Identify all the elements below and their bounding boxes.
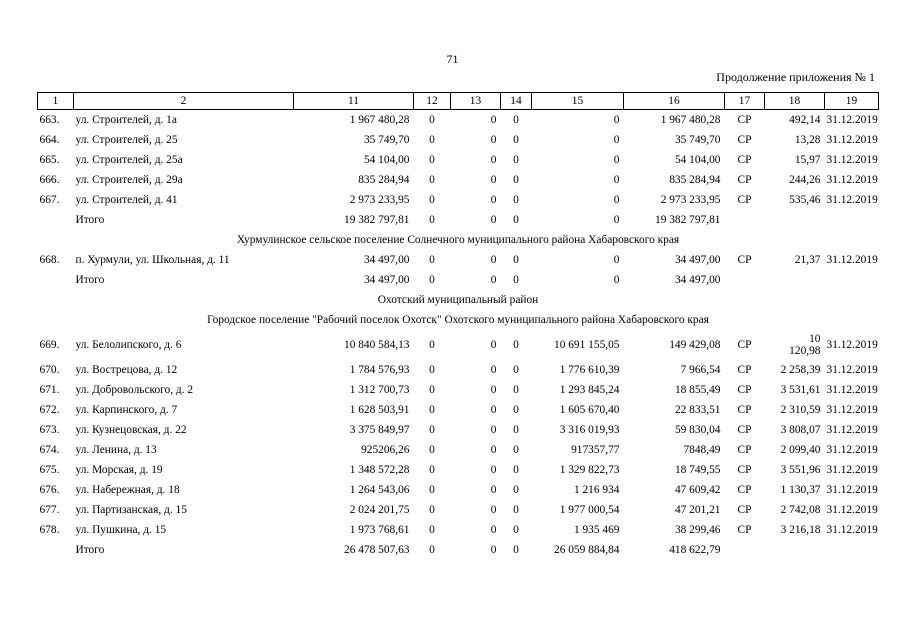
col-14-value: 0 [513,254,519,266]
address: ул. Набережная, д. 18 [75,484,180,496]
col-12-value: 0 [429,134,435,146]
col-header: 12 [414,93,451,110]
col-11-value: 10 840 584,13 [344,339,410,351]
row-number: 663. [39,114,60,126]
row-number: 678. [39,524,60,536]
col-16-value: 47 609,42 [674,484,721,496]
col-16-value: 835 284,94 [669,174,721,186]
col-13-value: 0 [490,214,497,226]
col-18-value [765,330,825,360]
col-19-value: 31.12.2019 [826,504,878,516]
address: ул. Белолипского, д. 6 [75,339,182,351]
col-15-value: 0 [613,114,620,126]
col-14-value: 0 [513,364,519,376]
col-16-value: 418 622,79 [669,544,721,556]
col-18-value-wrapped [789,333,820,357]
address: Итого [75,274,105,286]
col-17-value: СР [737,484,752,496]
col-14-value: 0 [513,194,519,206]
col-12-value: 0 [429,424,435,436]
table-row [38,540,879,560]
col-19-value: 31.12.2019 [826,364,878,376]
col-13-value: 0 [490,274,497,286]
col-12-value: 0 [429,274,435,286]
col-16-value: 35 749,70 [674,134,721,146]
col-15-value: 0 [613,154,620,166]
col-header: 19 [825,93,879,110]
address: ул. Строителей, д. 25а [75,154,183,166]
col-16-value: 54 104,00 [674,154,721,166]
col-11-value: 1 348 572,28 [349,464,410,476]
table-row [38,170,879,190]
address: ул. Морская, д. 19 [75,464,163,476]
col-18-value-line1: 10 [809,333,821,345]
col-16-value: 19 382 797,81 [655,214,721,226]
col-12-value: 0 [429,194,435,206]
row-number: 666. [39,174,60,186]
col-12-value: 0 [429,364,435,376]
col-12-value: 0 [429,154,435,166]
table-row [38,480,879,500]
row-number [38,540,74,560]
col-13-value: 0 [490,364,497,376]
table-row [38,270,879,290]
col-14-value: 0 [513,339,519,351]
col-11-value: 54 104,00 [363,154,410,166]
col-18-value: 1 130,37 [780,484,821,496]
col-17-value: СР [737,404,752,416]
col-12-value: 0 [429,464,435,476]
col-18-value: 21,37 [794,254,821,266]
col-14-value: 0 [513,154,519,166]
col-13-value: 0 [490,174,497,186]
table-row [38,380,879,400]
col-17-value: СР [737,504,752,516]
col-13-value: 0 [490,339,497,351]
col-19-value [825,540,879,560]
col-17-value: СР [737,174,752,186]
col-14-value: 0 [513,504,519,516]
col-18-value: 13,28 [794,134,821,146]
table-row [38,520,879,540]
col-header: 14 [501,93,532,110]
col-11-value: 925206,26 [361,444,410,456]
col-11-value: 1 264 543,06 [349,484,410,496]
col-15-value: 0 [613,194,620,206]
col-16-value: 149 429,08 [669,339,721,351]
col-header: 16 [624,93,725,110]
col-19-value: 31.12.2019 [826,404,878,416]
col-17-value [725,270,765,290]
col-14-value: 0 [513,464,519,476]
col-15-value: 10 691 155,05 [554,339,620,351]
col-11-value: 19 382 797,81 [344,214,410,226]
col-18-value: 15,97 [794,154,821,166]
col-header: 1 [38,93,74,110]
col-12-value: 0 [429,174,435,186]
row-number: 671. [39,384,60,396]
col-18-value: 492,14 [789,114,821,126]
col-12-value: 0 [429,524,435,536]
col-19-value: 31.12.2019 [826,339,878,351]
table-row [38,420,879,440]
address: ул. Строителей, д. 41 [75,194,178,206]
col-14-value: 0 [513,444,519,456]
col-15-value: 1 977 000,54 [559,504,620,516]
col-13-value: 0 [490,524,497,536]
col-17-value [725,210,765,230]
col-19-value: 31.12.2019 [826,464,878,476]
col-15-value: 0 [613,254,620,266]
col-14-value: 0 [513,134,519,146]
col-19-value: 31.12.2019 [826,484,878,496]
col-11-value: 1 628 503,91 [349,404,410,416]
section-title: Хурмулинское сельское поселение Солнечного муниципального района Хабаровского края [236,234,680,246]
col-14-value: 0 [513,274,519,286]
table-row [38,330,879,360]
col-14-value: 0 [513,174,519,186]
col-11-value: 2 973 233,95 [349,194,410,206]
col-15-value: 1 776 610,39 [559,364,620,376]
col-15-value: 0 [613,274,620,286]
col-15-value: 1 293 845,24 [559,384,620,396]
col-16-value: 7 966,54 [680,364,721,376]
section-title: Городское поселение "Рабочий поселок Охотск" Охотского муниципального района Хабаровского края [207,314,709,326]
col-13-value: 0 [490,504,497,516]
table-row [38,500,879,520]
col-14-value: 0 [513,384,519,396]
col-13-value: 0 [490,484,497,496]
col-13-value: 0 [490,194,497,206]
col-12-value: 0 [429,339,435,351]
col-11-value: 34 497,00 [363,254,410,266]
col-17-value: СР [737,339,752,351]
col-19-value: 31.12.2019 [826,444,878,456]
table-row [38,460,879,480]
address: ул. Ленина, д. 13 [75,444,157,456]
col-14-value: 0 [513,524,519,536]
col-13-value: 0 [490,544,497,556]
col-18-value-line2: 120,98 [789,345,821,357]
col-11-value: 26 478 507,63 [344,544,410,556]
address: ул. Кузнецовская, д. 22 [75,424,187,436]
col-16-value: 22 833,51 [674,404,721,416]
col-16-value: 18 855,49 [674,384,721,396]
table-row [38,360,879,380]
col-19-value: 31.12.2019 [826,524,878,536]
col-15-value: 1 935 469 [573,524,620,536]
table-row [38,440,879,460]
col-12-value: 0 [429,214,435,226]
table-row [38,110,879,131]
col-17-value [725,540,765,560]
address: ул. Строителей, д. 1а [75,114,177,126]
col-14-value: 0 [513,544,519,556]
col-16-value: 2 973 233,95 [660,194,721,206]
col-11-value: 1 967 480,28 [349,114,410,126]
col-16-value: 59 830,04 [674,424,721,436]
col-15-value: 0 [613,174,620,186]
col-11-value: 835 284,94 [358,174,410,186]
col-19-value: 31.12.2019 [826,384,878,396]
col-11-value: 1 973 768,61 [349,524,410,536]
col-14-value: 0 [513,484,519,496]
col-13-value: 0 [490,114,497,126]
col-13-value: 0 [490,384,497,396]
row-number: 665. [39,154,60,166]
col-12-value: 0 [429,384,435,396]
col-18-value: 244,26 [789,174,821,186]
col-18-value: 3 531,61 [780,384,821,396]
col-19-value: 31.12.2019 [826,154,878,166]
col-19-value: 31.12.2019 [826,424,878,436]
row-number: 675. [39,464,60,476]
col-header: 13 [451,93,501,110]
col-19-value: 31.12.2019 [826,114,878,126]
col-14-value: 0 [513,214,519,226]
col-17-value: СР [737,464,752,476]
col-header: 11 [294,93,414,110]
table-row [38,150,879,170]
col-18-value: 535,46 [789,194,821,206]
address: ул. Партизанская, д. 15 [75,504,187,516]
col-16-value: 47 201,21 [674,504,721,516]
col-15-value: 0 [613,134,620,146]
row-number: 677. [39,504,60,516]
col-19-value [825,270,879,290]
col-header: 15 [532,93,624,110]
col-18-value: 2 742,08 [780,504,821,516]
row-number: 674. [39,444,60,456]
address: п. Хурмули, ул. Школьная, д. 11 [75,254,230,266]
address: Итого [75,544,105,556]
col-17-value: СР [737,444,752,456]
continuation-note: Продолжение приложения № 1 [716,70,875,84]
row-number: 673. [39,424,60,436]
table-row [38,190,879,210]
col-12-value: 0 [429,484,435,496]
col-18-value: 3 216,18 [780,524,821,536]
col-17-value: СР [737,134,752,146]
col-17-value: СР [737,424,752,436]
col-16-value: 34 497,00 [674,274,721,286]
row-number: 669. [39,339,60,351]
col-14-value: 0 [513,404,519,416]
col-header: 2 [74,93,294,110]
row-number: 664. [39,134,60,146]
col-17-value: СР [737,194,752,206]
col-18-value: 3 808,07 [780,424,821,436]
col-18-value [765,210,825,230]
col-12-value: 0 [429,544,435,556]
address: ул. Вострецова, д. 12 [75,364,178,376]
col-16-value: 18 749,55 [674,464,721,476]
col-15-value: 3 316 019,93 [559,424,620,436]
address: ул. Строителей, д. 25 [75,134,178,146]
table-row [38,400,879,420]
col-15-value: 1 605 670,40 [559,404,620,416]
col-17-value: СР [737,384,752,396]
col-18-value [765,270,825,290]
col-11-value: 1 312 700,73 [349,384,410,396]
table-row [38,130,879,150]
appendix-table [37,92,879,560]
row-number: 667. [39,194,60,206]
col-12-value: 0 [429,504,435,516]
col-18-value [765,540,825,560]
section-row [38,230,879,250]
col-12-value: 0 [429,404,435,416]
col-18-value: 3 551,96 [780,464,821,476]
col-header: 17 [725,93,765,110]
col-16-value: 7848,49 [683,444,721,456]
row-number: 670. [39,364,60,376]
row-number [38,270,74,290]
row-number: 672. [39,404,60,416]
page-number: 71 [446,52,459,66]
col-15-value: 0 [613,214,620,226]
col-17-value: СР [737,114,752,126]
row-number [38,210,74,230]
col-18-value: 2 099,40 [780,444,821,456]
address: ул. Добровольского, д. 2 [75,384,194,396]
col-15-value: 1 216 934 [573,484,620,496]
col-11-value: 1 784 576,93 [349,364,410,376]
col-19-value: 31.12.2019 [826,134,878,146]
col-16-value: 34 497,00 [674,254,721,266]
col-17-value: СР [737,524,752,536]
col-12-value: 0 [429,114,435,126]
col-18-value: 2 310,59 [780,404,821,416]
address: ул. Строителей, д. 29а [75,174,183,186]
col-11-value: 34 497,00 [363,274,410,286]
col-12-value: 0 [429,444,435,456]
section-row [38,310,879,330]
col-15-value: 917357,77 [571,444,620,456]
col-15-value: 26 059 884,84 [554,544,620,556]
col-14-value: 0 [513,114,519,126]
col-11-value: 35 749,70 [363,134,410,146]
col-16-value: 1 967 480,28 [660,114,721,126]
col-19-value: 31.12.2019 [826,174,878,186]
col-19-value: 31.12.2019 [826,194,878,206]
col-13-value: 0 [490,424,497,436]
col-13-value: 0 [490,154,497,166]
col-19-value [825,210,879,230]
section-row [38,290,879,310]
col-13-value: 0 [490,254,497,266]
col-15-value: 1 329 822,73 [559,464,620,476]
col-17-value: СР [737,254,752,266]
row-number: 676. [39,484,60,496]
section-title: Охотский муниципальный район [377,294,539,306]
header-row [38,93,879,110]
col-11-value: 2 024 201,75 [349,504,410,516]
col-13-value: 0 [490,134,497,146]
address: ул. Пушкина, д. 15 [75,524,167,536]
col-header: 18 [765,93,825,110]
col-11-value: 3 375 849,97 [349,424,410,436]
col-17-value: СР [737,154,752,166]
col-13-value: 0 [490,464,497,476]
col-17-value: СР [737,364,752,376]
col-14-value: 0 [513,424,519,436]
col-13-value: 0 [490,404,497,416]
table-row [38,210,879,230]
col-18-value: 2 258,39 [780,364,821,376]
col-19-value: 31.12.2019 [826,254,878,266]
address: ул. Карпинского, д. 7 [75,404,178,416]
address: Итого [75,214,105,226]
row-number: 668. [39,254,60,266]
table-row [38,250,879,270]
col-16-value: 38 299,46 [674,524,721,536]
col-13-value: 0 [490,444,497,456]
col-12-value: 0 [429,254,435,266]
